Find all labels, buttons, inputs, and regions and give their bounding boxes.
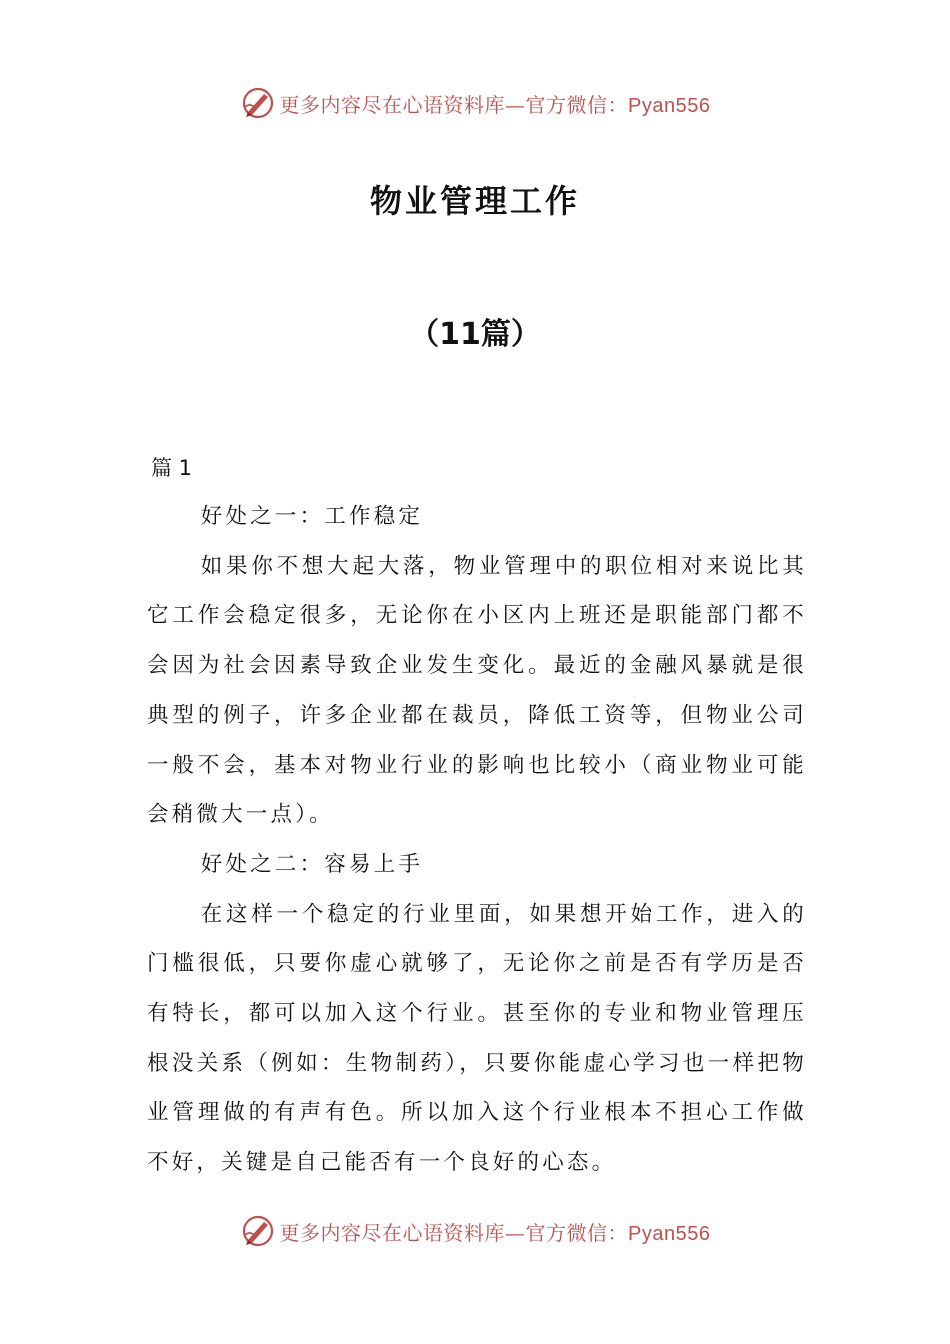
document-title: 物业管理工作 — [369, 182, 580, 220]
document-subtitle: （11篇） — [409, 317, 541, 352]
footer-banner-title: 更多内容尽在心语资料库 — [279, 1220, 506, 1245]
header-banner-text — [280, 89, 711, 118]
section-heading: 好处之二：容易上手 — [200, 851, 424, 877]
footer-banner — [0, 1209, 950, 1253]
body-paragraph: 如果你不想大起大落，物业管理中的职位相对来说比其它工作会稳定很多，无论你在小区内上班还是职能部门都不会因为社会因素导致企业发生变化。最近的金融风暴就是很典型的例子，许多企业都在裁员，降低工资等，但物业公司一般不会，基本对物业行业的影响也比较小（商业物业可能会稍微大一点）。 — [147, 553, 807, 828]
chapter-label: 篇 1 — [151, 456, 193, 480]
header-wechat-label: 官方微信： — [525, 92, 629, 117]
body-paragraph: 在这样一个稳定的行业里面，如果想开始工作，进入的门槛很低，只要你虚心就够了，无论你之前是否有学历是否有特长，都可以加入这个行业。甚至你的专业和物业管理压根没关系（例如：生物制药），只要你能虚心学习也一样把物业管理做的有声有色。所以加入这个行业根本不担心工作做不好，关键是自己能否有一个良好的心态。 — [147, 901, 807, 1176]
footer-banner-separator: — — [505, 1220, 526, 1245]
footer-banner-text — [280, 1217, 711, 1246]
footer-wechat-id: Pyan556 — [628, 1222, 711, 1245]
footer-wechat-label: 官方微信： — [525, 1220, 629, 1245]
header-banner — [0, 81, 950, 125]
document-body — [147, 492, 807, 1188]
pen-logo-icon — [240, 1213, 276, 1249]
header-wechat-id: Pyan556 — [628, 94, 711, 117]
header-banner-separator: — — [505, 92, 526, 117]
section-heading: 好处之一：工作稳定 — [200, 504, 424, 529]
pen-logo-icon — [240, 85, 276, 121]
header-banner-title: 更多内容尽在心语资料库 — [279, 92, 506, 117]
